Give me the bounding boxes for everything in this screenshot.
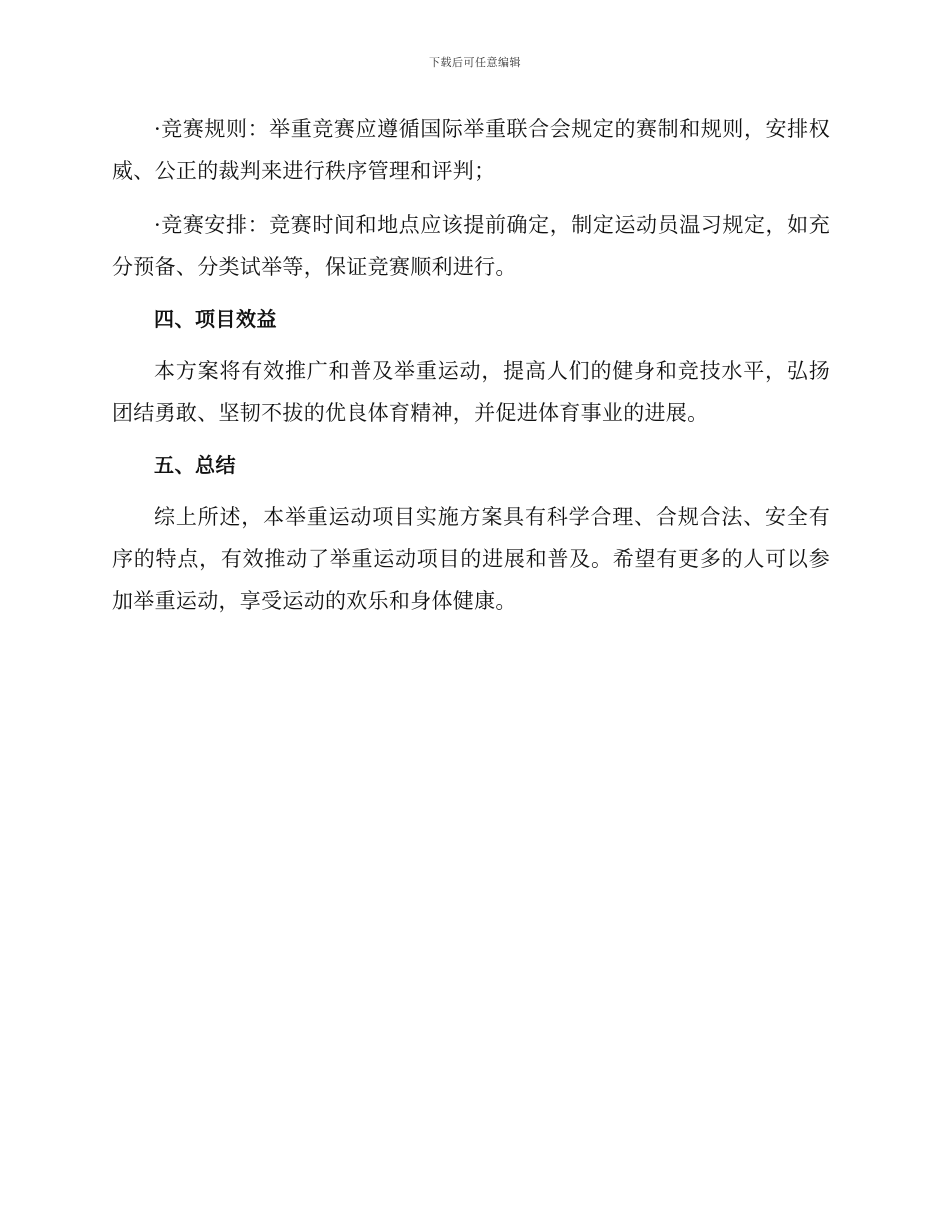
bullet-competition-rules: ·竞赛规则：举重竞赛应遵循国际举重联合会规定的赛制和规则，安排权威、公正的裁判来进行秩序管理和评判； <box>112 117 830 183</box>
document-body <box>112 108 830 622</box>
section-body-benefits: 本方案将有效推广和普及举重运动，提高人们的健身和竞技水平，弘扬团结勇敢、坚韧不拔的优良体育精神，并促进体育事业的进展。 <box>112 359 830 425</box>
section-heading-summary: 五、总结 <box>154 453 236 477</box>
page-header: 下载后可任意编辑 <box>429 56 521 69</box>
bullet-competition-schedule: ·竞赛安排：竞赛时间和地点应该提前确定，制定运动员温习规定，如充分预备、分类试举等，保证竞赛顺利进行。 <box>112 213 830 279</box>
section-body-summary: 综上所述，本举重运动项目实施方案具有科学合理、合规合法、安全有序的特点，有效推动了举重运动项目的进展和普及。希望有更多的人可以参加举重运动，享受运动的欢乐和身体健康。 <box>112 505 830 613</box>
section-heading-benefits: 四、项目效益 <box>154 307 277 331</box>
